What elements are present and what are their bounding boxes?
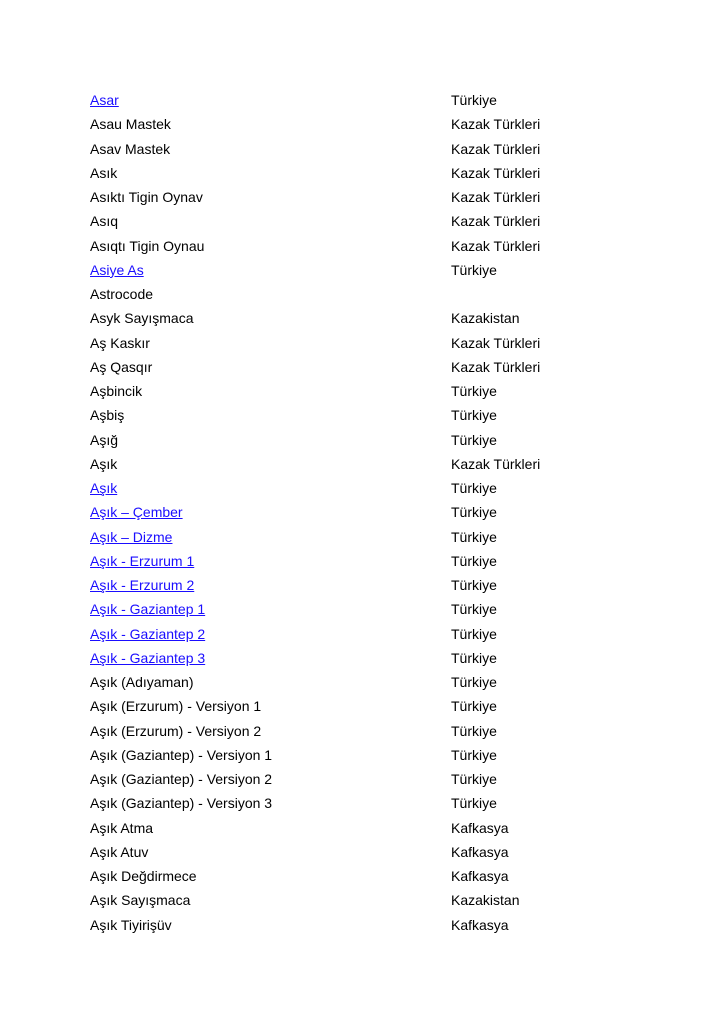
game-region: Türkiye xyxy=(451,625,497,642)
list-item xyxy=(90,234,690,258)
game-region: Kazak Türkleri xyxy=(451,237,541,254)
game-region: Kazak Türkleri xyxy=(451,116,541,133)
game-region: Türkiye xyxy=(451,722,497,739)
list-item xyxy=(90,816,690,840)
list-item xyxy=(90,185,690,209)
game-name: Aşık (Adıyaman) xyxy=(90,674,194,691)
list-item xyxy=(90,767,690,791)
game-region: Kazak Türkleri xyxy=(451,455,541,472)
list-item xyxy=(90,112,690,136)
game-name: Aşık Sayışmaca xyxy=(90,892,191,909)
game-name: Asıq xyxy=(90,213,119,230)
game-region: Kazak Türkleri xyxy=(451,189,541,206)
game-name: Aş Kaskır xyxy=(90,334,150,351)
game-region: Türkiye xyxy=(451,771,497,788)
game-region: Türkiye xyxy=(451,552,497,569)
list-item xyxy=(90,888,690,912)
list-item xyxy=(90,573,690,597)
list-item xyxy=(90,403,690,427)
list-item xyxy=(90,137,690,161)
game-name: Aşık Değdirmece xyxy=(90,868,197,885)
list-item xyxy=(90,209,690,233)
game-link[interactable]: Aşık - Gaziantep 2 xyxy=(90,625,206,642)
game-link[interactable]: Asar xyxy=(90,92,119,109)
list-item xyxy=(90,525,690,549)
game-name: Asıqtı Tigin Oynau xyxy=(90,237,205,254)
list-item xyxy=(90,306,690,330)
game-region: Türkiye xyxy=(451,431,497,448)
game-name: Asık xyxy=(90,164,118,181)
game-region: Türkiye xyxy=(451,480,497,497)
game-name: Aş Qasqır xyxy=(90,358,153,375)
game-region: Kafkasya xyxy=(451,916,509,933)
game-region: Türkiye xyxy=(451,746,497,763)
game-name: Asyk Sayışmaca xyxy=(90,310,194,327)
game-name: Aşık (Erzurum) - Versiyon 1 xyxy=(90,698,262,715)
game-region: Türkiye xyxy=(451,528,497,545)
game-region: Türkiye xyxy=(451,504,497,521)
list-item xyxy=(90,88,690,112)
game-region: Kazak Türkleri xyxy=(451,358,541,375)
list-item xyxy=(90,791,690,815)
list-item xyxy=(90,476,690,500)
game-region: Kazak Türkleri xyxy=(451,164,541,181)
list-item xyxy=(90,694,690,718)
list-item xyxy=(90,549,690,573)
game-list xyxy=(90,88,690,937)
list-item xyxy=(90,913,690,937)
list-item xyxy=(90,355,690,379)
game-region: Kazakistan xyxy=(451,310,520,327)
list-item xyxy=(90,258,690,282)
game-name: Aşık (Gaziantep) - Versiyon 2 xyxy=(90,771,273,788)
list-item xyxy=(90,646,690,670)
game-region: Kafkasya xyxy=(451,819,509,836)
game-region: Kazak Türkleri xyxy=(451,334,541,351)
game-region: Kafkasya xyxy=(451,843,509,860)
game-region: Türkiye xyxy=(451,698,497,715)
game-link[interactable]: Aşık – Dizme xyxy=(90,528,173,545)
game-region: Kazak Türkleri xyxy=(451,213,541,230)
game-region: Türkiye xyxy=(451,407,497,424)
game-link[interactable]: Asiye As xyxy=(90,261,144,278)
game-name: Asıktı Tigin Oynav xyxy=(90,189,203,206)
game-region: Türkiye xyxy=(451,674,497,691)
game-name: Aşbiş xyxy=(90,407,125,424)
list-item xyxy=(90,282,690,306)
game-name: Aşık (Gaziantep) - Versiyon 3 xyxy=(90,795,273,812)
list-item xyxy=(90,719,690,743)
game-link[interactable]: Aşık - Erzurum 1 xyxy=(90,552,195,569)
game-name: Aşığ xyxy=(90,431,119,448)
game-region: Kazakistan xyxy=(451,892,520,909)
game-link[interactable]: Aşık xyxy=(90,480,118,497)
list-item xyxy=(90,500,690,524)
game-link[interactable]: Aşık - Erzurum 2 xyxy=(90,577,195,594)
game-region: Kazak Türkleri xyxy=(451,140,541,157)
game-name: Asav Mastek xyxy=(90,140,171,157)
game-name: Aşbincik xyxy=(90,383,143,400)
list-item xyxy=(90,428,690,452)
game-name: Aşık Tiyirişüv xyxy=(90,916,172,933)
game-link[interactable]: Aşık - Gaziantep 3 xyxy=(90,649,206,666)
list-item xyxy=(90,840,690,864)
list-item xyxy=(90,670,690,694)
game-name: Aşık Atma xyxy=(90,819,154,836)
game-region: Kafkasya xyxy=(451,868,509,885)
list-item xyxy=(90,743,690,767)
list-item xyxy=(90,331,690,355)
game-region: Türkiye xyxy=(451,92,497,109)
list-item xyxy=(90,452,690,476)
game-name: Astrocode xyxy=(90,286,154,303)
game-region: Türkiye xyxy=(451,261,497,278)
game-region: Türkiye xyxy=(451,795,497,812)
game-name: Asau Mastek xyxy=(90,116,171,133)
list-item xyxy=(90,622,690,646)
game-name: Aşık (Gaziantep) - Versiyon 1 xyxy=(90,746,273,763)
game-region: Türkiye xyxy=(451,383,497,400)
game-name: Aşık (Erzurum) - Versiyon 2 xyxy=(90,722,262,739)
game-region: Türkiye xyxy=(451,649,497,666)
list-item xyxy=(90,597,690,621)
list-item xyxy=(90,161,690,185)
list-item xyxy=(90,864,690,888)
list-item xyxy=(90,379,690,403)
game-name: Aşık xyxy=(90,455,118,472)
game-link[interactable]: Aşık - Gaziantep 1 xyxy=(90,601,206,618)
game-link[interactable]: Aşık – Çember xyxy=(90,504,183,521)
game-region: Türkiye xyxy=(451,577,497,594)
game-name: Aşık Atuv xyxy=(90,843,149,860)
game-region: Türkiye xyxy=(451,601,497,618)
